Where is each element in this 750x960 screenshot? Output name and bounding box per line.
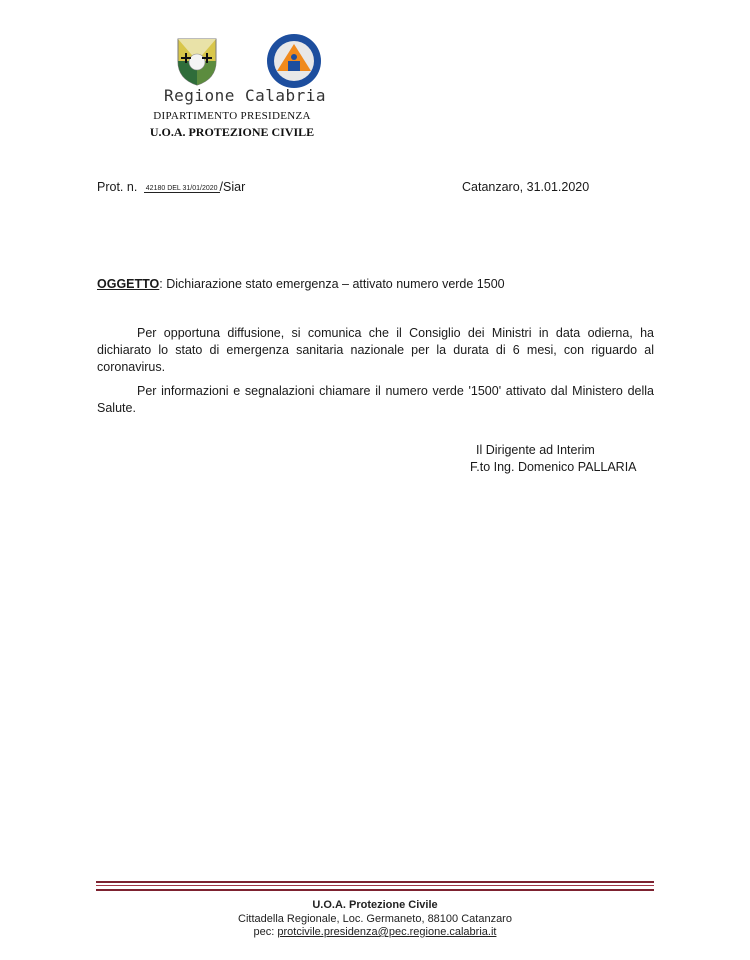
body-paragraph: Per informazioni e segnalazioni chiamare il numero verde '1500' attivato dal Ministero della Salute. — [97, 384, 654, 415]
footer-rule — [96, 881, 654, 883]
footer-pec — [96, 926, 654, 938]
header-title: Regione Calabria — [163, 86, 327, 105]
header-unit: U.O.A. PROTEZIONE CIVILE — [149, 125, 315, 139]
header-department: DIPARTIMENTO PRESIDENZA — [153, 110, 311, 122]
signature-name: F.to Ing. Domenico PALLARIA — [470, 460, 637, 474]
protocol-line — [97, 180, 245, 194]
footer-unit: U.O.A. Protezione Civile — [312, 899, 438, 911]
document-date: Catanzaro, 31.01.2020 — [462, 180, 590, 194]
protezione-civile-emblem-logo — [266, 33, 322, 89]
regione-calabria-coat-of-arms-logo — [174, 35, 220, 87]
protocol-suffix: /Siar — [219, 180, 246, 194]
footer-address: Cittadella Regionale, Loc. Germaneto, 88100 Catanzaro — [238, 913, 512, 925]
footer-rule — [96, 885, 654, 886]
subject-line — [97, 277, 505, 291]
subject-text: : Dichiarazione stato emergenza – attivato numero verde 1500 — [159, 277, 505, 291]
subject-label: OGGETTO — [97, 277, 160, 291]
footer-pec-label: pec: — [253, 926, 278, 938]
signature-role: Il Dirigente ad Interim — [476, 443, 595, 457]
protocol-label: Prot. n. — [97, 180, 138, 194]
footer-pec-email-link[interactable]: protcivile.presidenza@pec.regione.calabria.it — [277, 926, 497, 938]
body-paragraph: Per opportuna diffusione, si comunica che il Consiglio dei Ministri in data odierna, ha dichiarato lo stato di emergenza sanitaria nazionale per la durata di 6 mesi, con riguardo al coronavirus. — [97, 326, 654, 374]
footer-rule — [96, 889, 654, 891]
protocol-number: 42180 DEL 31/01/2020 — [145, 185, 218, 192]
